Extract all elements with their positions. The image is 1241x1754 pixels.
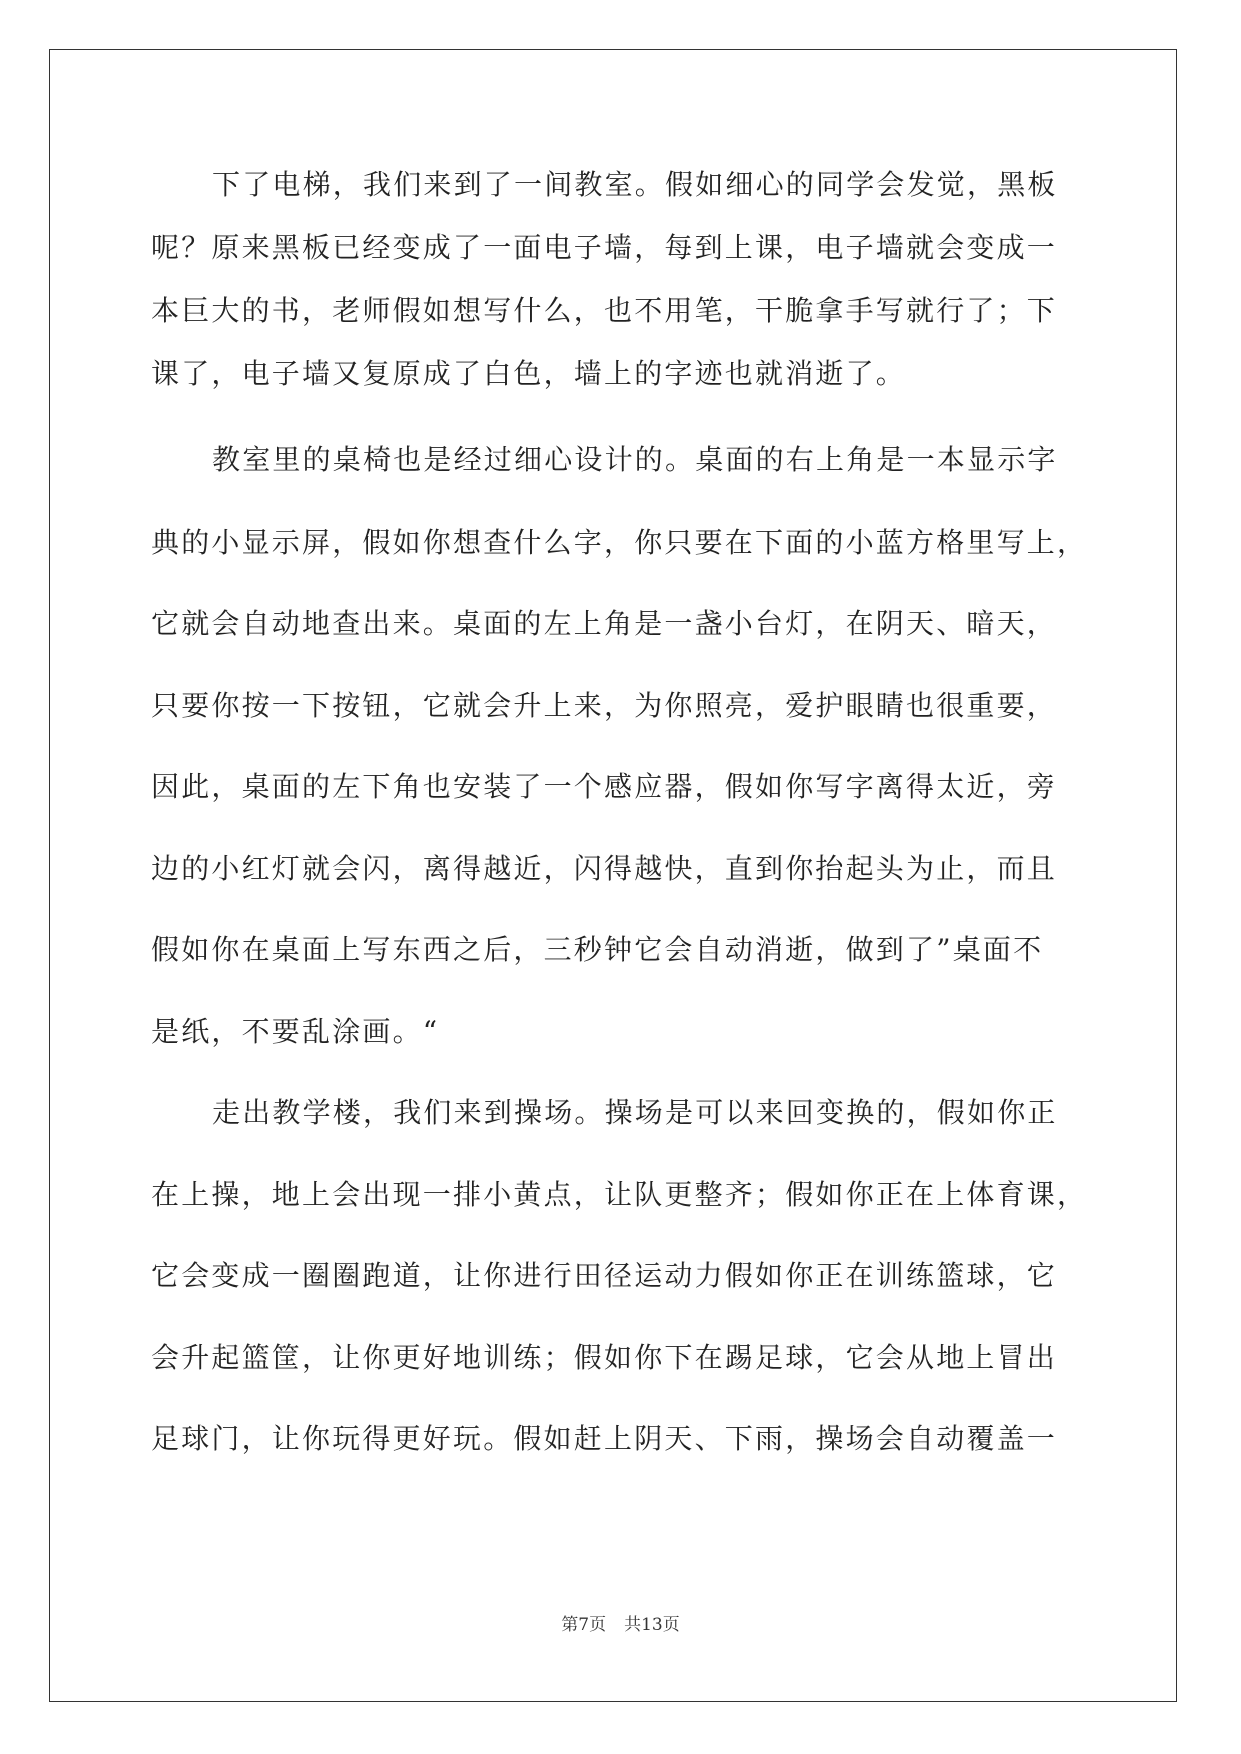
paragraph-3-line-1: 走出教学楼，我们来到操场。操场是可以来回变换的，假如你正 [212,1096,1058,1129]
paragraph-3-line-2: 在上操，地上会出现一排小黄点，让队更整齐；假如你正在上体育课， [151,1178,1088,1211]
paragraph-2-line-2: 典的小显示屏，假如你想查什么字，你只要在下面的小蓝方格里写上， [151,526,1088,559]
paragraph-2-line-3: 它就会自动地查出来。桌面的左上角是一盏小台灯，在阴天、暗天， [151,607,1058,640]
paragraph-2-line-8: 是纸，不要乱涂画。“ [151,1015,440,1048]
paragraph-1-line-1: 下了电梯，我们来到了一间教室。假如细心的同学会发觉，黑板 [212,168,1058,201]
paragraph-1-line-2: 呢？原来黑板已经变成了一面电子墙，每到上课，电子墙就会变成一 [151,231,1058,264]
paragraph-2-line-1: 教室里的桌椅也是经过细心设计的。桌面的右上角是一本显示字 [212,443,1058,476]
paragraph-2-line-6: 边的小红灯就会闪，离得越近，闪得越快，直到你抬起头为止，而且 [151,852,1058,885]
page-footer [0,1615,1241,1635]
paragraph-2-line-5: 因此，桌面的左下角也安装了一个感应器，假如你写字离得太近，旁 [151,770,1058,803]
paragraph-2-line-7: 假如你在桌面上写东西之后，三秒钟它会自动消逝，做到了”桌面不 [151,933,1044,966]
paragraph-1-line-3: 本巨大的书，老师假如想写什么，也不用笔，干脆拿手写就行了；下 [151,294,1058,327]
paragraph-1-line-4: 课了，电子墙又复原成了白色，墙上的字迹也就消逝了。 [151,357,907,390]
paragraph-3-line-3: 它会变成一圈圈跑道，让你进行田径运动力假如你正在训练篮球，它 [151,1259,1058,1292]
paragraph-3-line-4: 会升起篮筐，让你更好地训练；假如你下在踢足球，它会从地上冒出 [151,1341,1058,1374]
current-page-label: 第7页 [561,1615,607,1635]
total-pages-label: 共13页 [624,1615,680,1635]
paragraph-3-line-5: 足球门，让你玩得更好玩。假如赶上阴天、下雨，操场会自动覆盖一 [151,1422,1058,1455]
paragraph-2-line-4: 只要你按一下按钮，它就会升上来，为你照亮，爱护眼睛也很重要， [151,689,1058,722]
